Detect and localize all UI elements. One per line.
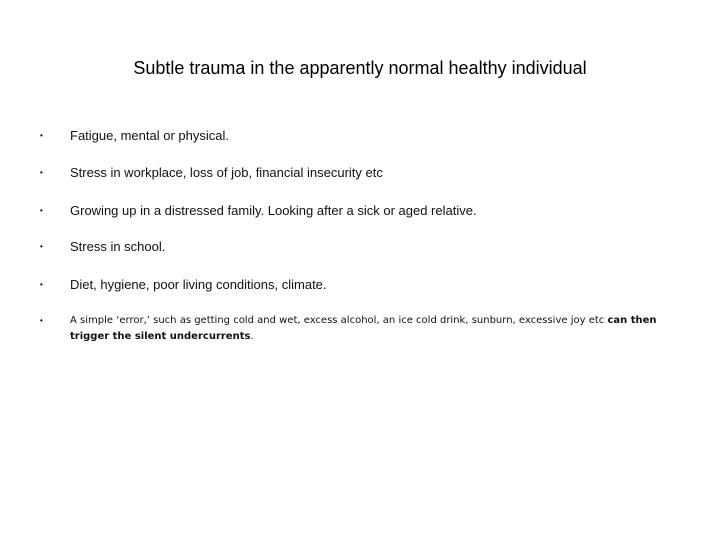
bullet-text-simple-error: [70, 313, 690, 345]
slide-title: Subtle trauma in the apparently normal healthy individual: [133, 58, 587, 78]
bullet-dot: •: [40, 131, 43, 140]
bullet-text-school-stress: Stress in school.: [70, 239, 166, 254]
bullet-dot: •: [40, 242, 43, 251]
bullet-dot: •: [40, 316, 43, 325]
bullet-text-workplace-stress: Stress in workplace, loss of job, financial insecurity etc: [70, 165, 383, 180]
bullet-dot: •: [40, 280, 43, 289]
bullet-text-living-conditions: Diet, hygiene, poor living conditions, climate.: [70, 277, 327, 292]
bullet-dot: •: [40, 206, 43, 215]
bullet-text-fatigue: Fatigue, mental or physical.: [70, 128, 229, 143]
silent-undercurrents-text: can then trigger the silent undercurrents: [70, 315, 657, 342]
bullet-text-distressed-family: Growing up in a distressed family. Looking after a sick or aged relative.: [70, 203, 477, 218]
sentence-end: .: [250, 331, 254, 342]
simple-error-text: A simple ‘error,’ such as getting cold and wet, excess alcohol, an ice cold drink, sunburn, excessive joy etc: [70, 315, 608, 326]
bullet-dot: •: [40, 168, 43, 177]
